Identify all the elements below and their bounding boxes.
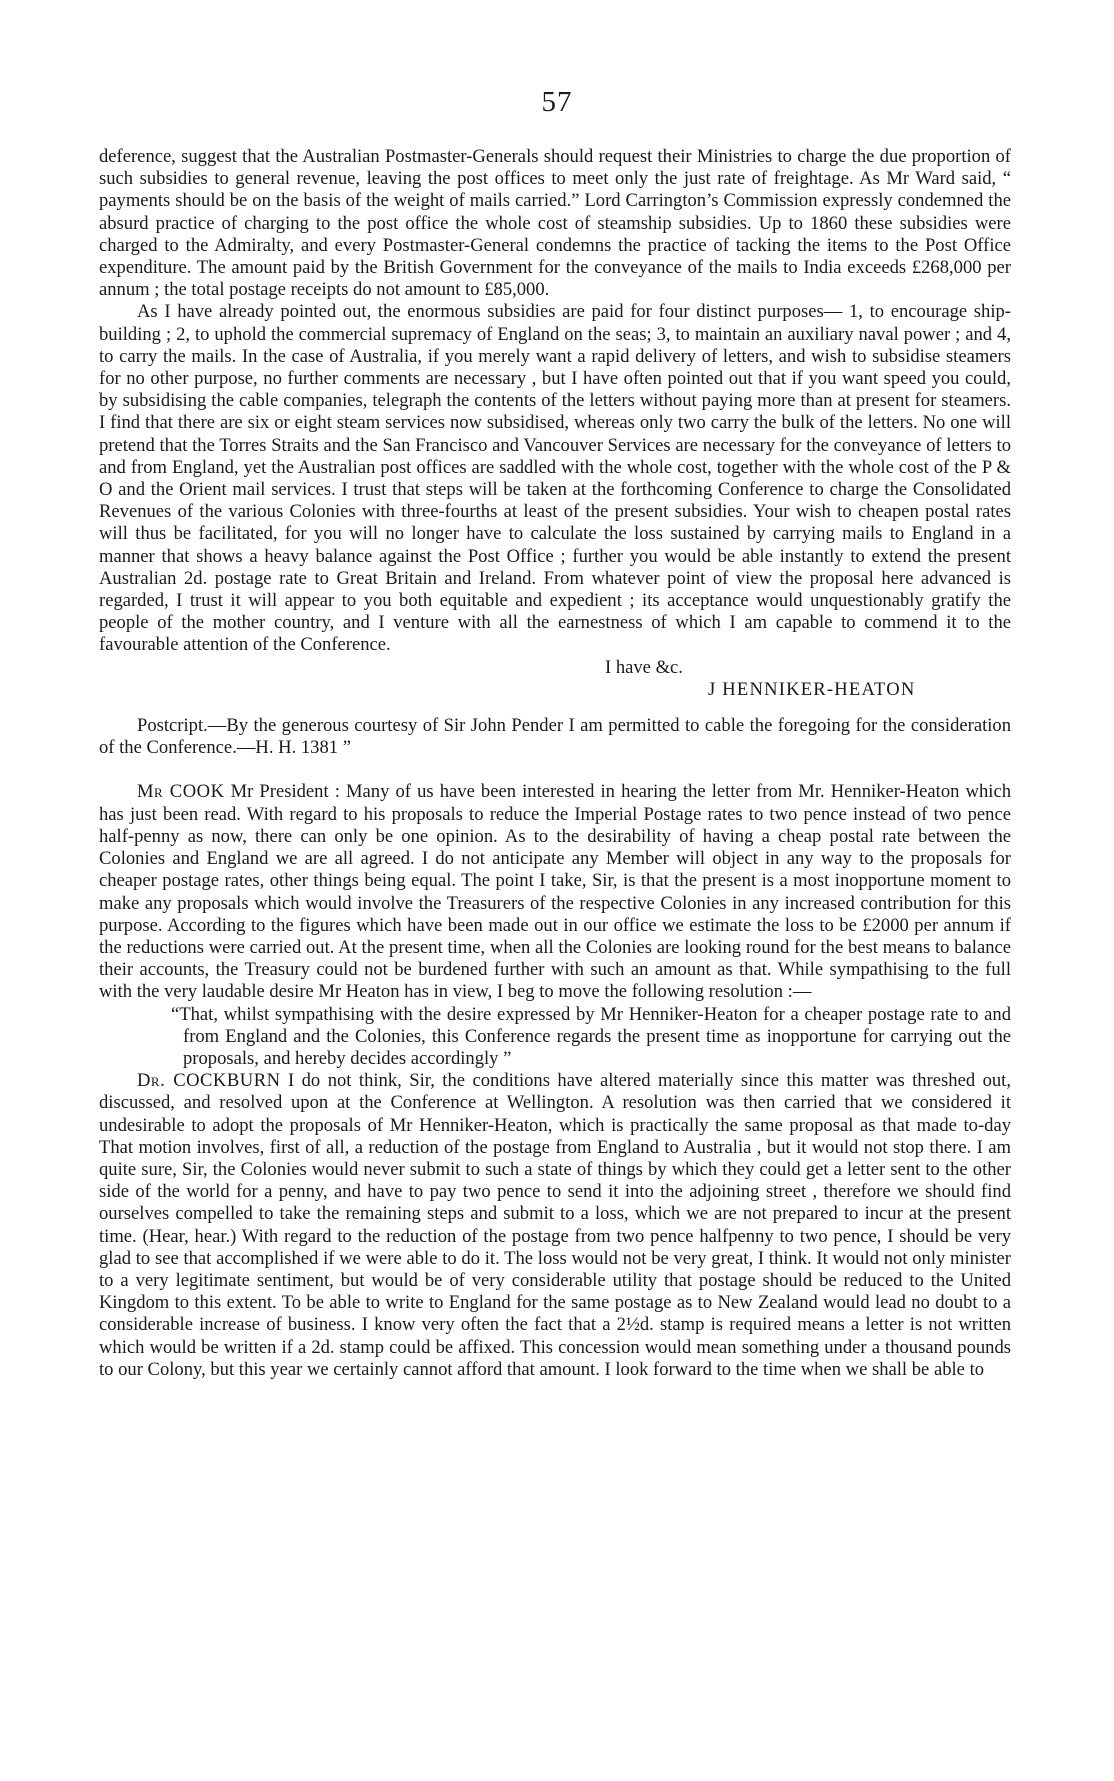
resolution-quote: “That, whilst sympathising with the desire expressed by Mr Henniker-Heaton for a cheaper postage rate to and from England and the Colonies, this Conference regards the present time as inopportune for carrying out the proposals, and hereby decides accordingly ” bbox=[171, 1003, 1011, 1069]
speech-text: I do not think, Sir, the conditions have altered materially since this matter was threshed out, discussed, and resolved upon at the Conference at Wellington. A resolution was then carried that we considered it undesirable to adopt the proposals of Mr Henniker-Heaton, which is practically the same proposal as that made to-day That motion involves, first of all, a reduction of the postage from England to Australia , but it would not stop there. I am quite sure, Sir, the Colonies would never submit to such a state of things by which they could get a letter sent to the other side of the world for a penny, and have to pay two pence to send it into the adjoining street , therefore we should find ourselves compelled to take the remaining steps and submit to a loss, which we are not prepared to incur at the present time. (Hear, hear.) With regard to the reduction of the postage from two pence halfpenny to two pence, I should be very glad to see that accomplished if we were able to do it. The loss would not be very great, I think. It would not only minister to a very legitimate sentiment, but would be of very considerable utility that postage should be reduced to the United Kingdom to this extent. To be able to write to England for the same postage as to New Zealand would lead no doubt to a considerable increase of business. I know very often the fact that a 2½d. stamp is required means a letter is not written which would be written if a 2d. stamp could be affixed. This concession would mean something under a thousand pounds to our Colony, but this year we certainly cannot afford that amount. I look forward to the time when we shall be able to bbox=[99, 1070, 1011, 1380]
letter-signature: J HENNIKER-HEATON bbox=[708, 678, 916, 700]
speaker-name: Dr. COCKBURN bbox=[137, 1070, 281, 1092]
letter-closing: I have &c. bbox=[605, 656, 683, 678]
speech-text: Mr President : Many of us have been interested in hearing the letter from Mr. Henniker-Heaton which has just been read. With regard to his proposals to reduce the Imperial Postage rates to two pence instead of two pence half-penny as now, there can only be one opinion. As to the desirability of having a cheap postal rate between the Colonies and England we are all agreed. I do not anticipate any Member will object in any way to the proposals for cheaper postage rates, other things being equal. The point I take, Sir, is that the present is a most inopportune moment to make any proposals which would involve the Treasurers of the respective Colonies in any increased contribution for this purpose. According to the figures which have been made out in our office we estimate the loss to be £2000 per annum if the reductions were carried out. At the present time, when all the Colonies are looking round for the best means to balance their accounts, the Treasury could not be burdened further with such an amount as that. While sympathising to the full with the very laudable desire Mr Heaton has in view, I beg to move the following resolution :— bbox=[99, 781, 1011, 1003]
page-number: 57 bbox=[541, 86, 573, 118]
section-spacer bbox=[99, 759, 1011, 781]
speech-cook bbox=[99, 781, 1011, 1003]
letter-paragraph: deference, suggest that the Australian Postmaster-Generals should request their Ministries to charge the due proportion of such subsidies to general revenue, leaving the post offices to meet only the just rate of freightage. As Mr Ward said, “ payments should be on the basis of the weight of mails carried.” Lord Carrington’s Commission expressly condemned the absurd practice of charging to the post office the whole cost of steamship subsidies. Up to 1860 these subsidies were charged to the Admiralty, and every Postmaster-General condemns the practice of tacking the items to the Post Office expenditure. The amount paid by the British Government for the conveyance of the mails to India exceeds £268,000 per annum ; the total postage receipts do not amount to £85,000. bbox=[99, 146, 1011, 301]
letter-paragraph: As I have already pointed out, the enormous subsidies are paid for four distinct purposes— 1, to encourage ship-building ; 2, to uphold the commercial supremacy of England on the seas; 3, to maintain an auxiliary naval power ; and 4, to carry the mails. In the case of Australia, if you merely want a rapid delivery of letters, and wish to subsidise steamers for no other purpose, no further comments are necessary , but I have often pointed out that if you want speed you could, by subsidising the cable companies, telegraph the contents of the letters without paying more than at present for steamers. I find that there are six or eight steam services now subsidised, whereas only two carry the bulk of the letters. No one will pretend that the Torres Straits and the San Francisco and Vancouver Services are necessary for the conveyance of letters to and from England, yet the Australian post offices are saddled with the whole cost, together with the whole cost of the P & O and the Orient mail services. I trust that steps will be taken at the forthcoming Conference to charge the Consolidated Revenues of the various Colonies with three-fourths at least of the present subsidies. Your wish to cheapen postal rates will thus be facilitated, for you will no longer have to calculate the loss sustained by carrying mails to England in a manner that shows a heavy balance against the Post Office ; further you would be able instantly to extend the present Australian 2d. postage rate to Great Britain and Ireland. From whatever point of view the proposal here advanced is regarded, I trust it will appear to you both equitable and expedient ; its acceptance would unquestionably gratify the people of the mother country, and I venture with all the earnestness of which I am capable to commend it to the favourable attention of the Conference. bbox=[99, 301, 1011, 656]
letter-postscript: Postcript.—By the generous courtesy of Sir John Pender I am permitted to cable the foregoing for the consideration of the Conference.—H. H. 1381 ” bbox=[99, 715, 1011, 759]
document-body bbox=[99, 146, 1011, 1381]
speech-cockburn bbox=[99, 1070, 1011, 1381]
speaker-name: Mr COOK bbox=[137, 781, 225, 803]
